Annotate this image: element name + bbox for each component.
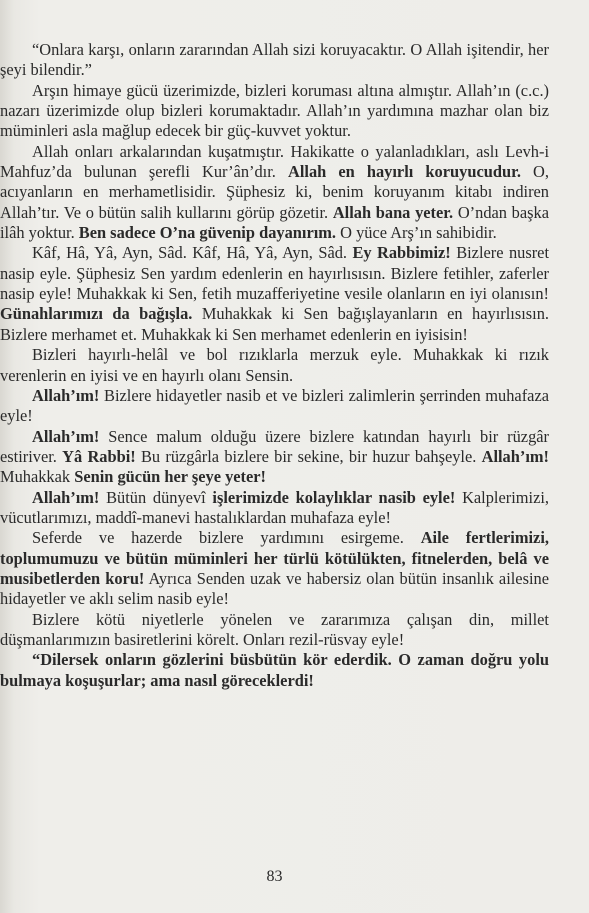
- bold-text: Allah’ım!: [481, 446, 549, 466]
- text-run: Muhakkak ki Sen bağışlayanların en hayırlısısın. Bizlere merhamet et. Muhakkak ki Sen merhamet edenlerin en iyisisin!: [0, 304, 549, 344]
- text-run: O, acıyanların en merhametlisidir. Şüphesiz ki, benim koruyanım kitabı indiren Allah’tır. Ve o bütün salih kullarını görüp gözetir.: [0, 162, 549, 222]
- paragraph: [0, 488, 549, 529]
- bold-text: Allah’ım!: [32, 385, 100, 405]
- body-text: [0, 40, 549, 691]
- text-run: Bizlere nusret nasip eyle. Şüphesiz Sen yardım edenlerin en hayırlısısın. Bizlere fetihler, zaferler nasip eyle! Muhakkak ki Sen, fetih muzafferiyetine vesile olanların en iyi olanısın!: [0, 243, 550, 304]
- bold-text: Allah en hayırlı koruyucudur.: [288, 162, 521, 182]
- bold-text: Yâ Rabbi!: [62, 446, 136, 466]
- bold-text: Senin gücün her şeye yeter!: [74, 467, 267, 487]
- paragraph: [0, 345, 549, 386]
- bold-text: Allah’ım!: [32, 426, 100, 446]
- bold-text: işlerimizde kolaylıklar nasib eyle!: [212, 487, 456, 507]
- bold-text: Aile fertlerimizi, toplumumuzu ve bütün müminleri her türlü kötülükten, fitnelerden, belâ ve musibetlerden koru!: [0, 528, 549, 588]
- text-run: Bütün dünyevî: [99, 487, 213, 507]
- text-run: O’ndan başka ilâh yoktur.: [0, 202, 549, 243]
- paragraph: [0, 650, 549, 691]
- text-run: Allah onları arkalarından kuşatmıştır. Hakikatte o yalanladıkları, aslı Levh-i Mahfuz’da bulunan şerefli Kur’ân’dır.: [0, 141, 549, 182]
- page-number: 83: [266, 868, 283, 885]
- text-run: Bu rüzgârla bizlere bir sekine, bir huzur bahşeyle.: [135, 446, 482, 466]
- paragraph: [0, 528, 549, 609]
- text-run: Kalplerimizi, vücutlarımızı, maddî-manevi hastalıklardan muhafaza eyle!: [0, 487, 550, 527]
- bold-text: Allah bana yeter.: [332, 202, 454, 222]
- paragraph: [0, 427, 549, 488]
- text-run: Bizlere hidayetler nasib et ve bizleri zalimlerin şerrinden muhafaza eyle!: [0, 385, 549, 426]
- paragraph: [0, 610, 549, 651]
- paragraph: [0, 40, 549, 81]
- bold-text: “Dilersek onların gözlerini büsbütün kör ederdik. O zaman doğru yolu bulmaya koşuşurlar; ama nasıl göreceklerdi!: [0, 650, 549, 690]
- text-run: Ayrıca Senden uzak ve habersiz olan bütün insanlık ailesine hidayetler ve aklı selim nasib eyle!: [0, 568, 549, 609]
- text-run: Kâf, Hâ, Yâ, Ayn, Sâd. Kâf, Hâ, Yâ, Ayn, Sâd.: [32, 243, 353, 263]
- text-run: O yüce Arş’ın sahibidir.: [336, 223, 497, 243]
- text-run: Arşın himaye gücü üzerimizde, bizleri koruması altına almıştır. Allah’ın (c.c.) nazarı üzerimizde olup bizleri korumaktadır. Allah’ın yardımına mazhar olan biz müminleri asla mağlup edecek bir güç-kuvvet yoktur.: [0, 80, 549, 141]
- text-run: Seferde ve hazerde bizlere yardımını esirgeme.: [32, 528, 421, 548]
- text-run: Sence malum olduğu üzere bizlere katından hayırlı bir rüzgâr estiriver.: [0, 426, 549, 466]
- bold-text: Günahlarımızı da bağışla.: [0, 304, 193, 324]
- bold-text: Ben sadece O’na güvenip dayanırım.: [78, 223, 337, 243]
- paragraph: [0, 142, 549, 244]
- text-run: “Onlara karşı, onların zararından Allah sizi koruyacaktır. O Allah işitendir, her şeyi bilendir.”: [0, 40, 549, 80]
- bold-text: Allah’ım!: [32, 487, 100, 507]
- text-run: Bizlere kötü niyetlerle yönelen ve zararımıza çalışan din, millet düşmanlarımızın basiretlerini körelt. Onları rezil-rüsvay eyle!: [0, 609, 549, 649]
- paragraph: [0, 386, 549, 427]
- paragraph: [0, 81, 549, 142]
- paragraph: [0, 243, 549, 345]
- bold-text: Ey Rabbimiz!: [352, 243, 451, 263]
- text-run: Bizleri hayırlı-helâl ve bol rızıklarla merzuk eyle. Muhakkak ki rızık verenlerin en iyisi ve en hayırlı olanı Sensin.: [0, 345, 549, 385]
- text-run: Muhakkak: [0, 467, 75, 487]
